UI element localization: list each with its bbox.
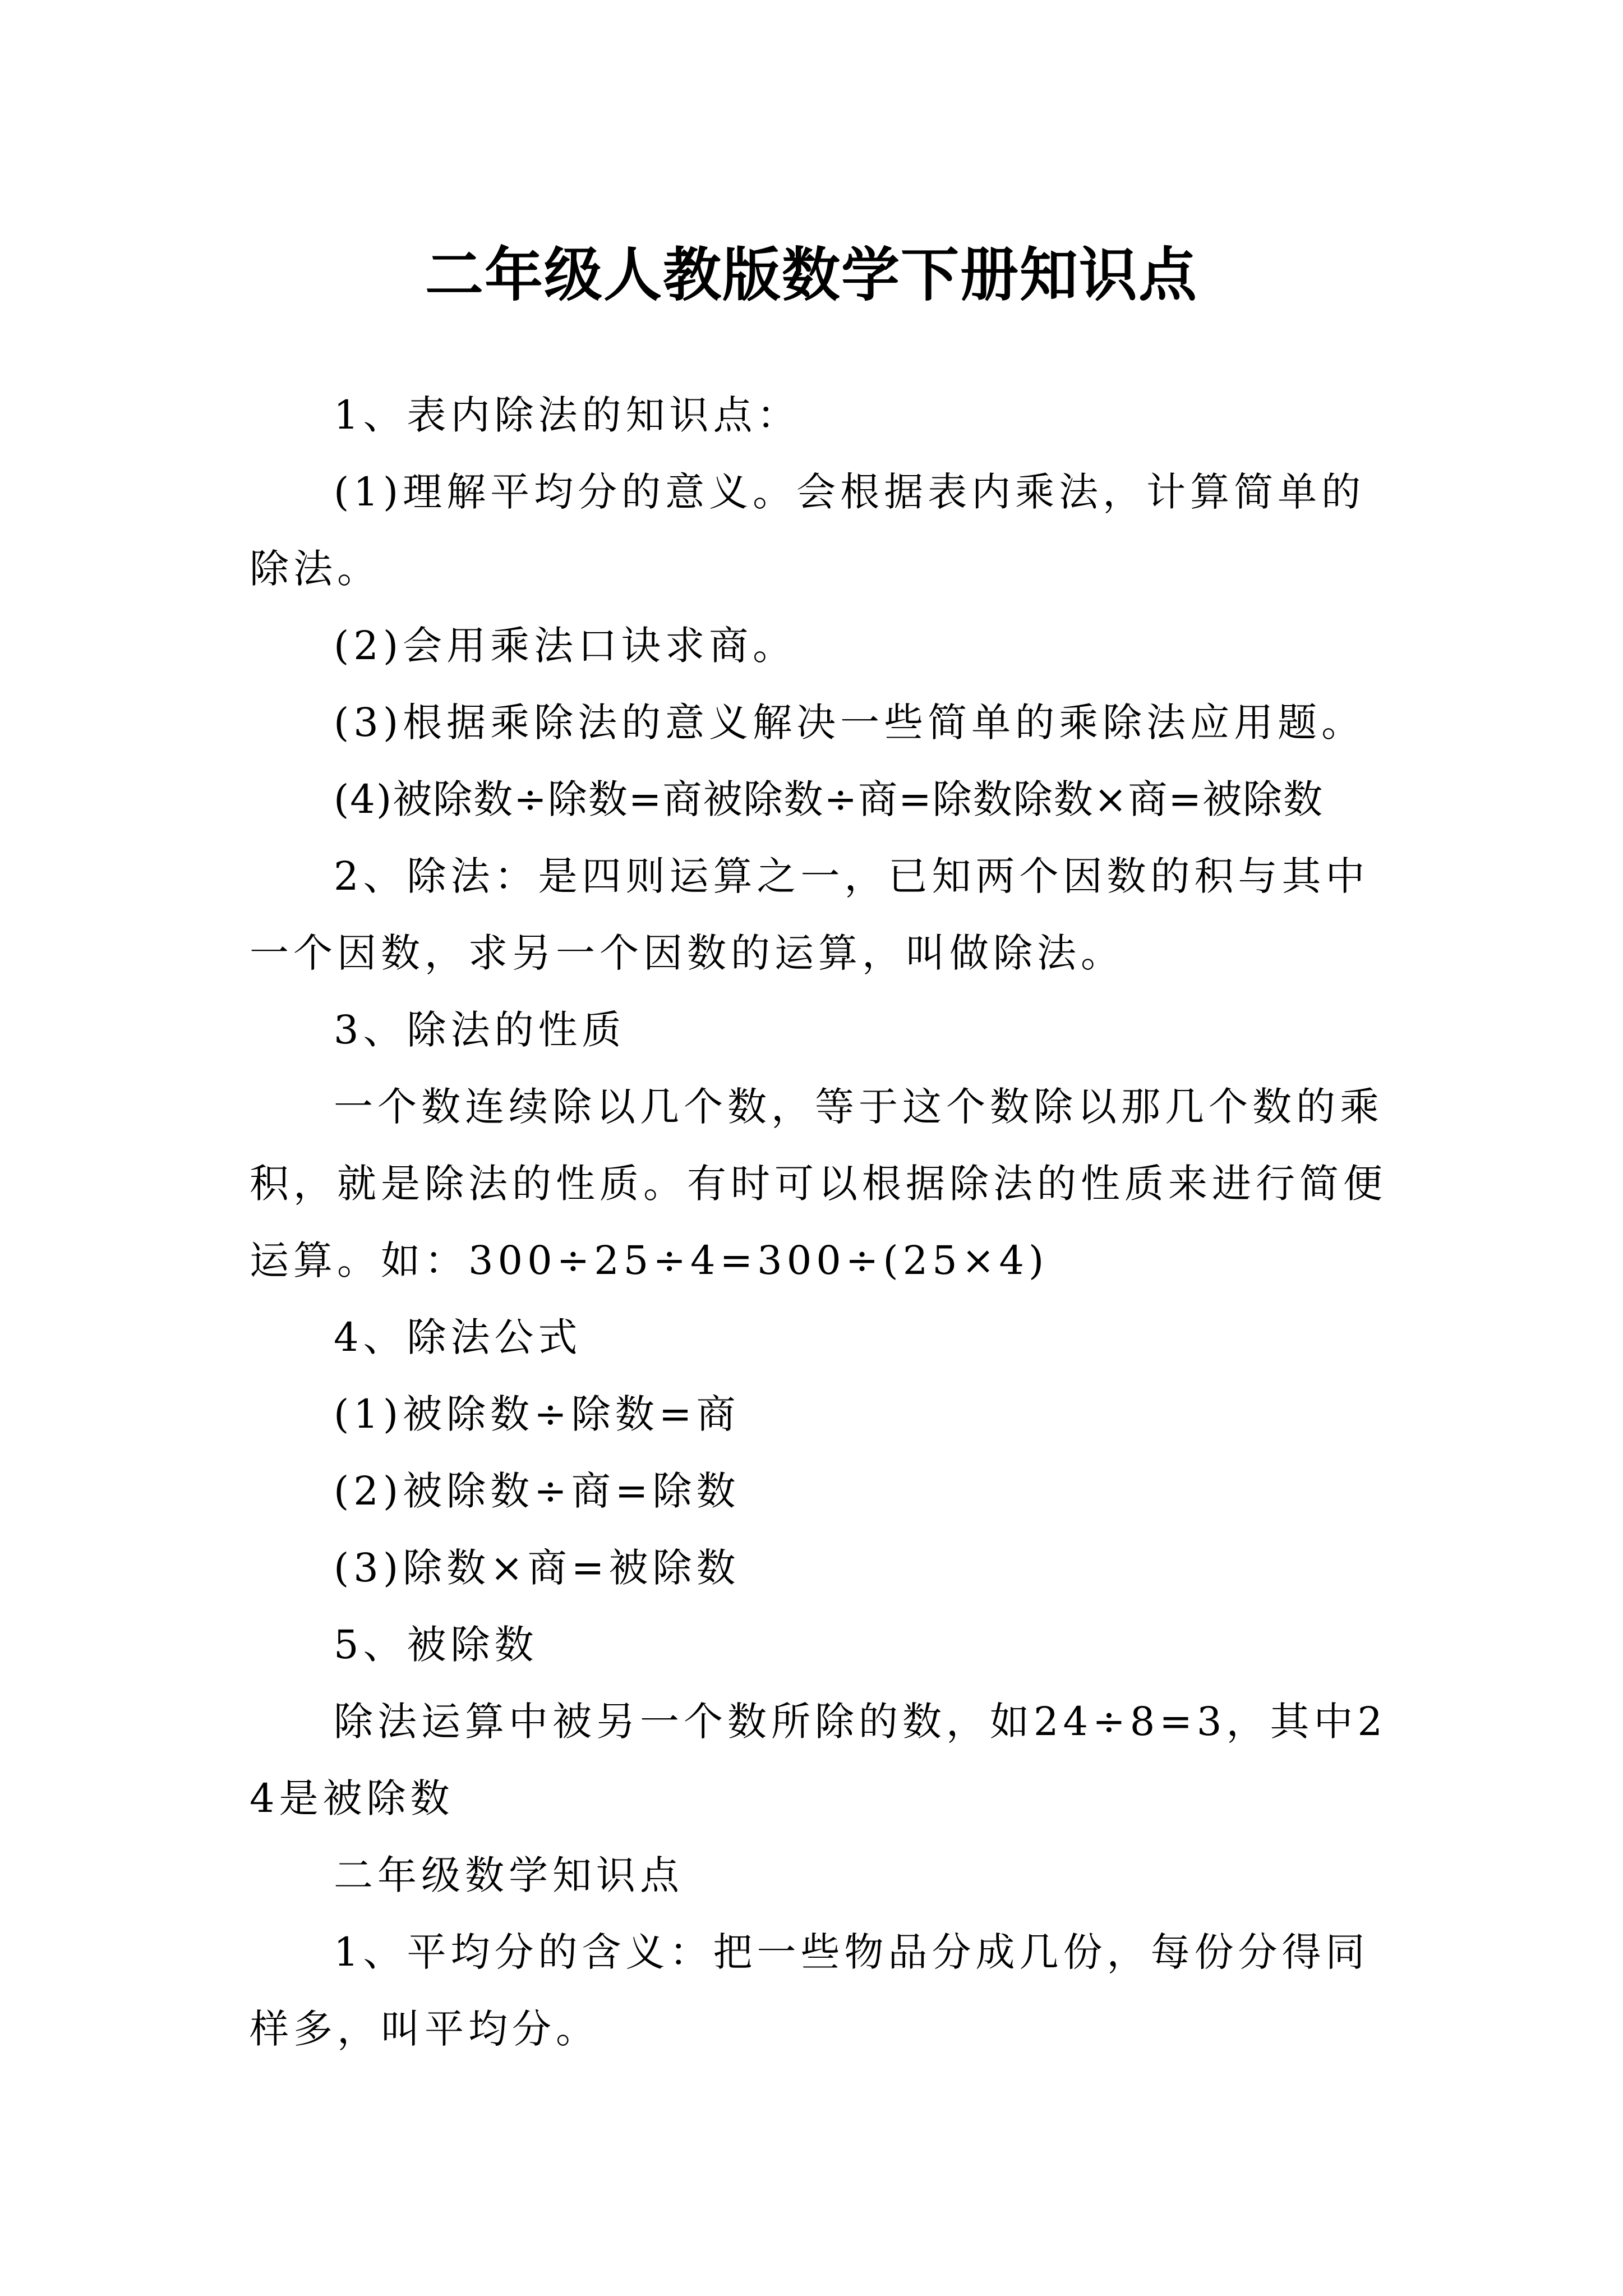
paragraph-item-1: (1)理解平均分的意义。会根据表内乘法，计算简单的除法。 [250,469,1366,592]
paragraph-section-3-body: 一个数连续除以几个数，等于这个数除以那几个数的乘积，就是除法的性质。有时可以根据除法的性质来进行简便运算。如：300÷25÷4=300÷(25×4) [250,1084,1387,1283]
paragraph-section-5-body: 除法运算中被另一个数所除的数，如24÷8=3，其中24是被除数 [250,1699,1387,1821]
document-title: 二年级人教版数学下册知识点 [425,240,1198,309]
paragraph-item-3: (3)根据乘除法的意义解决一些简单的乘除法应用题。 [334,700,1366,746]
paragraph-section-2: 2、除法：是四则运算之一，已知两个因数的积与其中一个因数，求另一个因数的运算，叫做除法。 [250,853,1370,976]
paragraph-section-3-heading: 3、除法的性质 [334,1007,626,1053]
paragraph-subtitle: 二年级数学知识点 [334,1852,684,1898]
paragraph-section-5-heading: 5、被除数 [334,1622,538,1668]
paragraph-formula-1: (1)被除数÷除数=商 [334,1391,740,1437]
paragraph-section-4-heading: 4、除法公式 [334,1314,582,1360]
document-body [250,377,1388,2068]
paragraph-item-2: (2)会用乘法口诀求商。 [334,623,797,669]
paragraph-formula-2: (2)被除数÷商=除数 [334,1468,740,1514]
paragraph-item-4: (4)被除数÷除数=商被除数÷商=除数除数×商=被除数 [334,776,1324,822]
paragraph-formula-3: (3)除数×商=被除数 [334,1545,740,1591]
paragraph-average-division: 1、平均分的含义：把一些物品分成几份，每份分得同样多，叫平均分。 [250,1929,1370,2052]
paragraph-section-1-heading: 1、表内除法的知识点： [334,392,801,438]
